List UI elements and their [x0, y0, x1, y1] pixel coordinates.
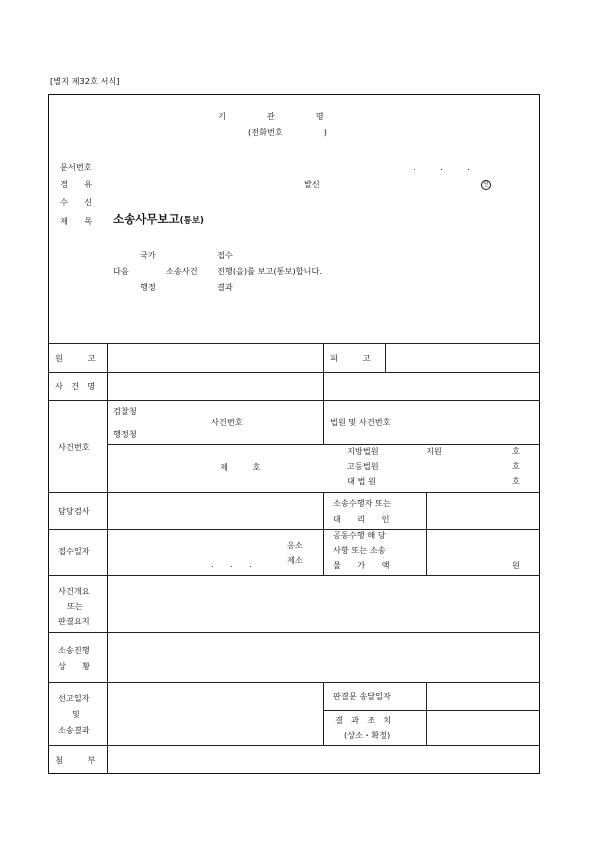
body-word-next: 다음 — [113, 266, 129, 276]
sentence-label-line2: 및 — [72, 709, 80, 719]
row-rule — [48, 529, 540, 530]
seal-mark: 인 — [481, 179, 491, 190]
joint-label-line1: 공동수행 해 당 — [333, 530, 386, 540]
prosecutor-in-charge-label: 담당검사 — [58, 506, 90, 516]
body-word-receipt: 접수 — [217, 250, 233, 260]
sender-label: 발신 — [304, 179, 320, 189]
district-court-label: 지방법원 — [347, 446, 379, 456]
row-rule — [48, 745, 540, 746]
form-number-label: [별지 제32호 서식] — [50, 76, 120, 86]
litigant-label-line2: 대 리 인 — [333, 514, 390, 524]
row-rule — [107, 444, 540, 445]
supreme-court-label: 대 법 원 — [347, 476, 376, 486]
result-action-label: 결 과 조 치 — [335, 715, 392, 725]
summary-label-line3: 판결요지 — [58, 616, 90, 626]
attachment-label: 첨 부 — [55, 755, 96, 765]
agency-phone: (전화번호 ) — [248, 127, 327, 137]
label-column-rule — [107, 343, 108, 774]
sentence-label-line3: 소송결과 — [58, 725, 90, 735]
row-rule — [48, 682, 540, 683]
summary-label-line1: 사건개요 — [58, 586, 90, 596]
date-dots: . . . — [413, 162, 470, 172]
row-rule — [48, 492, 540, 493]
col-rule — [426, 492, 427, 575]
subject-label: 제 목 — [60, 216, 93, 226]
joint-label-line2: 사항 또는 소송 — [333, 545, 386, 555]
ho-label: 호 — [512, 461, 520, 471]
body-word-result: 결과 — [217, 282, 233, 292]
appeal-confirm-label: (상소・확정) — [344, 730, 391, 740]
progress-label-line1: 소송진행 — [58, 645, 90, 655]
summary-label-line2: 또는 — [67, 601, 83, 611]
doc-number-label: 문서번호 — [60, 162, 92, 172]
row-rule — [48, 632, 540, 633]
case-number-inner-label: 사건번호 — [211, 417, 243, 427]
sentence-label-line1: 선고일자 — [58, 693, 90, 703]
col-rule — [323, 372, 324, 400]
response-label: 응소 — [287, 540, 303, 550]
filing-label: 제소 — [287, 555, 303, 565]
won-label: 원 — [512, 560, 520, 570]
row-rule — [48, 372, 540, 373]
plaintiff-label: 원 고 — [55, 353, 96, 363]
body-word-admin: 행정 — [140, 282, 156, 292]
col-rule — [323, 682, 324, 745]
col-rule — [323, 492, 324, 575]
admin-office-label: 행정청 — [113, 429, 137, 439]
progress-label-line2: 상 황 — [58, 661, 91, 671]
col-rule — [323, 400, 324, 444]
litigant-label-line1: 소송수행자 또는 — [333, 498, 391, 508]
body-sentence: 진행(을)를 보고(통보)합니다. — [217, 266, 322, 276]
col-rule — [426, 682, 427, 745]
high-court-label: 고등법원 — [347, 461, 379, 471]
prosecutor-office-label: 검찰청 — [113, 406, 137, 416]
col-rule — [385, 343, 386, 372]
receipt-date-label: 접수일자 — [58, 546, 90, 556]
case-number-label: 사건번호 — [58, 442, 90, 452]
subject-title: 소송사무보고(통보) — [113, 212, 204, 226]
row-rule — [48, 575, 540, 576]
delivery-date-label: 판결문 송달일자 — [333, 691, 391, 701]
recipient-label: 수 신 — [60, 197, 93, 207]
court-case-number-label: 법원 및 사건번호 — [330, 417, 391, 427]
col-rule — [323, 343, 324, 372]
body-word-case: 소송사건 — [166, 266, 198, 276]
body-word-national: 국가 — [140, 250, 156, 260]
je-ho-label: 제 호 — [220, 462, 261, 472]
receipt-date-dots: . . . — [211, 559, 252, 569]
defendant-label: 피 고 — [330, 353, 371, 363]
row-rule — [323, 710, 540, 711]
via-label: 경 유 — [60, 179, 93, 189]
case-name-label: 사 건 명 — [55, 381, 96, 391]
branch-court-label: 지원 — [426, 446, 442, 456]
agency-name: 기 관 명 — [218, 111, 324, 121]
table-top-rule — [48, 343, 540, 344]
ho-label: 호 — [512, 446, 520, 456]
joint-label-line3: 물 가 액 — [333, 560, 390, 570]
row-rule — [48, 400, 540, 401]
ho-label: 호 — [512, 476, 520, 486]
